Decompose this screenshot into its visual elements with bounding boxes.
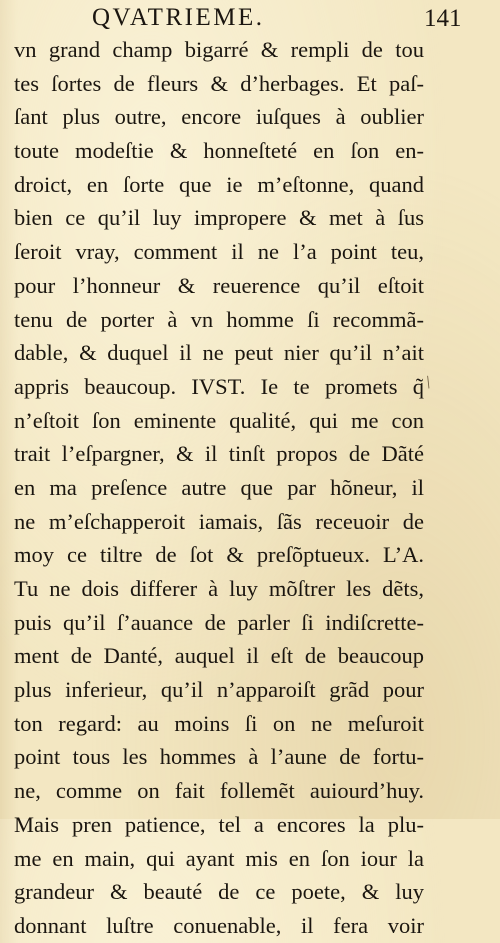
text-line: en ma preſence autre que par hõneur, il xyxy=(14,474,424,500)
text-line: appris beaucoup. IVST. Ie te promets q̃ xyxy=(14,373,424,399)
text-line: ton regard: au moins ſi on ne meſuroit xyxy=(14,710,424,736)
page-number: 141 xyxy=(424,5,462,32)
text-line: ſant plus outre, encore iuſques à oublier xyxy=(14,104,424,130)
text-line: ne m’eſchapperoit iamais, ſãs receuoir de xyxy=(14,508,424,534)
text-line: ſeroit vray, comment il ne l’a point teu, xyxy=(14,239,424,265)
text-line: pour l’honneur & reuerence qu’il eſtoit xyxy=(14,272,424,298)
text-line: trait l’eſpargner, & il tinſt propos de Dãté xyxy=(14,441,424,467)
text-line: ne, comme on fait follemẽt auiourd’huy. xyxy=(14,778,424,804)
text-line: tenu de porter à vn homme ſi recommã- xyxy=(14,306,424,332)
text-line: plus inferieur, qu’il n’apparoiſt grãd pour xyxy=(14,677,424,703)
text-line: vn grand champ bigarré & rempli de tou xyxy=(14,37,424,62)
body-text xyxy=(14,33,424,943)
text-line: donnant luſtre conuenable, il fera voir xyxy=(14,912,424,938)
text-line: bien ce qu’il luy impropere & met à ſus xyxy=(14,205,424,231)
text-line: toute modeſtie & honneſteté en ſon en- xyxy=(14,138,424,164)
text-line: Tu ne dois differer à luy mõſtrer les dẽts, xyxy=(14,576,424,601)
text-line: point tous les hommes à l’aune de fortu- xyxy=(14,744,424,770)
text-line: moy ce tiltre de ſot & preſõptueux. L’A. xyxy=(14,542,424,568)
text-line: Mais pren patience, tel a encores la plu- xyxy=(14,811,424,837)
text-line: grandeur & beauté de ce poete, & luy xyxy=(14,879,424,905)
text-line: dable, & duquel il ne peut nier qu’il n’ait xyxy=(14,340,424,366)
text-line: puis qu’il ſ’auance de parler ſi indiſcrette- xyxy=(14,609,424,635)
text-line: tes ſortes de fleurs & d’herbages. Et paſ- xyxy=(14,70,424,96)
text-line: me en main, qui ayant mis en ſon iour la xyxy=(14,845,424,871)
text-line: droict, en ſorte que ie m’eſtonne, quand xyxy=(14,171,424,197)
running-title: QVATRIEME. xyxy=(92,4,265,31)
text-line: n’eſtoit ſon eminente qualité, qui me con xyxy=(14,407,424,433)
text-line: ment de Danté, auquel il eſt de beaucoup xyxy=(14,643,424,669)
margin-pen-mark: / xyxy=(421,371,435,393)
